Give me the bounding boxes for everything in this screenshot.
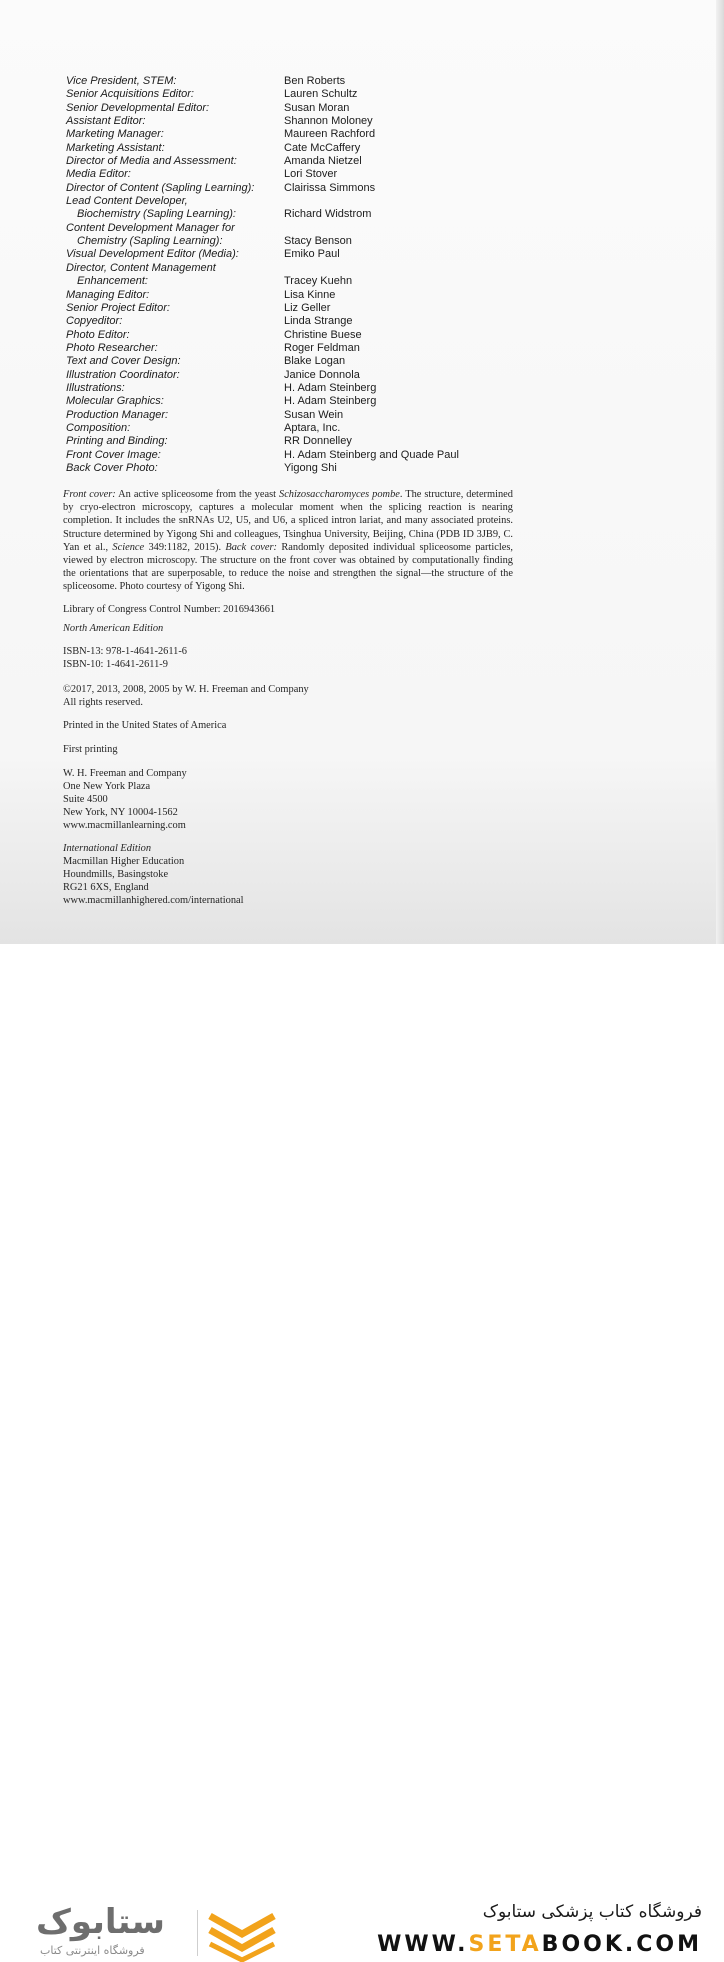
credit-row xyxy=(66,88,546,101)
credits-list xyxy=(66,75,546,475)
credit-role: Managing Editor: xyxy=(66,288,150,301)
url-part: WWW. xyxy=(377,1932,469,1957)
credit-role: Chemistry (Sapling Learning): xyxy=(77,235,223,248)
credit-role: Lead Content Developer, xyxy=(66,195,188,208)
credit-name: Lisa Kinne xyxy=(284,288,336,301)
credit-name: Roger Feldman xyxy=(284,341,360,354)
store-name: فروشگاه کتاب پزشکی ستابوک xyxy=(482,1902,702,1922)
credit-name: Richard Widstrom xyxy=(284,208,372,221)
credit-role: Media Editor: xyxy=(66,168,131,181)
credit-row xyxy=(66,409,546,422)
credit-row xyxy=(66,102,546,115)
credit-row xyxy=(66,449,546,462)
credit-role: Director of Content (Sapling Learning): xyxy=(66,181,255,194)
loc-number: Library of Congress Control Number: 2016943661 xyxy=(63,604,276,615)
credit-name: Linda Strange xyxy=(284,315,353,328)
watermark-footer xyxy=(0,944,724,1957)
credit-name: H. Adam Steinberg and Quade Paul xyxy=(284,448,459,461)
credit-name: H. Adam Steinberg xyxy=(284,395,377,408)
credit-row xyxy=(66,168,546,181)
credit-row xyxy=(66,208,546,221)
isbn-13: ISBN-13: 978-1-4641-2611-6 xyxy=(63,646,188,657)
credit-role: Enhancement: xyxy=(77,275,148,288)
credit-name: Cate McCaffery xyxy=(284,141,361,154)
address-line: Houndmills, Basingstoke xyxy=(63,869,169,880)
address-line: Macmillan Higher Education xyxy=(63,856,185,867)
credit-name: Liz Geller xyxy=(284,301,331,314)
credit-role: Visual Development Editor (Media): xyxy=(66,248,239,261)
credit-role: Senior Acquisitions Editor: xyxy=(66,88,194,101)
credit-row xyxy=(66,462,546,475)
isbn-10: ISBN-10: 1-4641-2611-9 xyxy=(63,659,168,670)
address-line: New York, NY 10004-1562 xyxy=(63,807,178,818)
seta-logo-subtitle: فروشگاه اینترنتی کتاب xyxy=(40,1944,145,1957)
credit-name: Maureen Rachford xyxy=(284,128,376,141)
credit-row xyxy=(66,142,546,155)
credit-row xyxy=(66,369,546,382)
credit-name: Janice Donnola xyxy=(284,368,360,381)
na-edition-heading: North American Edition xyxy=(63,623,164,634)
species-name: Schizosaccharomyces pombe xyxy=(279,489,400,500)
credit-name: Blake Logan xyxy=(284,355,346,368)
credit-role: Illustrations: xyxy=(66,381,125,394)
address-line: Suite 4500 xyxy=(63,794,108,805)
credit-row xyxy=(66,329,546,342)
credit-row xyxy=(66,302,546,315)
credit-row xyxy=(66,262,546,275)
logo-divider xyxy=(197,1910,198,1956)
credit-role: Director of Media and Assessment: xyxy=(66,155,237,168)
credit-name: Shannon Moloney xyxy=(284,115,373,128)
credit-role: Illustration Coordinator: xyxy=(66,368,180,381)
journal-name: Science xyxy=(112,541,145,553)
credit-role: Printing and Binding: xyxy=(66,435,168,448)
credit-name: Ben Roberts xyxy=(284,75,346,87)
caption-text: . The structure, determined by cryo-electron microscopy, captures a molecular moment when the splicing reaction is nearing completion. It includes the snRNAs U2, U5, and U6, a spliced intron lariat, and many associated proteins. Structure determined by Yigong Shi and colleagues, Tsinghua University, Beijing, China (PDB ID 3JB9, C. Yan et al., xyxy=(63,489,513,553)
credit-row xyxy=(66,235,546,248)
credit-role: Biochemistry (Sapling Learning): xyxy=(77,208,236,221)
credit-name: Emiko Paul xyxy=(284,248,340,261)
credit-role: Copyeditor: xyxy=(66,315,123,328)
credit-role: Vice President, STEM: xyxy=(66,75,177,87)
website-url: www.macmillanhighered.com/international xyxy=(63,895,244,906)
printing-line: First printing xyxy=(63,744,118,755)
page-edge-shadow xyxy=(716,0,724,944)
url-part: BOOK.COM xyxy=(541,1932,702,1957)
store-url xyxy=(377,1932,702,1957)
isbn-block xyxy=(63,645,187,671)
credit-name: Susan Moran xyxy=(284,101,350,114)
seta-logo-text: ستابوک xyxy=(36,1902,165,1942)
credit-name: Tracey Kuehn xyxy=(284,275,353,288)
credit-role: Composition: xyxy=(66,421,131,434)
credit-row xyxy=(66,395,546,408)
credit-name: Aptara, Inc. xyxy=(284,421,341,434)
copyright-block xyxy=(63,683,309,709)
credit-row xyxy=(66,115,546,128)
credit-name: Lauren Schultz xyxy=(284,88,358,101)
caption-text: An active spliceosome from the yeast xyxy=(115,489,279,500)
address-line: RG21 6XS, England xyxy=(63,882,149,893)
rights-line: All rights reserved. xyxy=(63,697,143,708)
website-url: www.macmillanlearning.com xyxy=(63,820,186,831)
credit-row xyxy=(66,195,546,208)
address-line: One New York Plaza xyxy=(63,781,151,792)
credit-name: Yigong Shi xyxy=(284,461,337,474)
credit-row xyxy=(66,342,546,355)
credit-row xyxy=(66,182,546,195)
url-highlight: SETA xyxy=(468,1932,542,1957)
credit-role: Director, Content Management xyxy=(66,261,216,274)
credit-name: Christine Buese xyxy=(284,328,362,341)
credit-row xyxy=(66,128,546,141)
credit-name: Amanda Nietzel xyxy=(284,155,362,168)
credit-row xyxy=(66,382,546,395)
address-line: W. H. Freeman and Company xyxy=(63,768,187,779)
credit-role: Production Manager: xyxy=(66,408,169,421)
book-page xyxy=(0,0,724,944)
credit-row xyxy=(66,355,546,368)
credit-name: Clairissa Simmons xyxy=(284,181,376,194)
credit-row xyxy=(66,222,546,235)
publisher-address xyxy=(63,767,187,832)
credit-name: RR Donnelley xyxy=(284,435,352,448)
credit-role: Photo Researcher: xyxy=(66,341,158,354)
credit-role: Front Cover Image: xyxy=(66,448,161,461)
copyright-line: ©2017, 2013, 2008, 2005 by W. H. Freeman and Company xyxy=(63,684,309,695)
intl-address xyxy=(63,855,244,907)
credit-role: Marketing Assistant: xyxy=(66,141,165,154)
chevron-logo-icon xyxy=(206,1906,278,1962)
credit-name: Stacy Benson xyxy=(284,235,352,248)
credit-role: Back Cover Photo: xyxy=(66,461,158,474)
credit-row xyxy=(66,248,546,261)
credit-role: Content Development Manager for xyxy=(66,221,235,234)
credit-row xyxy=(66,75,546,88)
credit-row xyxy=(66,315,546,328)
credit-row xyxy=(66,422,546,435)
caption-text: 349:1182, 2015). xyxy=(144,541,226,553)
credit-row xyxy=(66,275,546,288)
printed-in: Printed in the United States of America xyxy=(63,720,227,731)
credit-role: Photo Editor: xyxy=(66,328,130,341)
caption-text: Randomly deposited individual spliceosome particles, viewed by electron microscopy. The structure on the front cover was obtained by computationally finding the orientations that are superposable, to reduce the noise and strengthen the signal—the structure of the spliceosome. Photo courtesy of Yigong Shi. xyxy=(63,541,513,593)
credit-role: Marketing Manager: xyxy=(66,128,164,141)
intl-edition-heading: International Edition xyxy=(63,843,152,854)
credit-row xyxy=(66,435,546,448)
credit-name: Lori Stover xyxy=(284,168,338,181)
credit-name: H. Adam Steinberg xyxy=(284,381,377,394)
credit-role: Text and Cover Design: xyxy=(66,355,181,368)
credit-role: Assistant Editor: xyxy=(66,115,146,128)
back-cover-label: Back cover: xyxy=(225,541,278,553)
credit-role: Senior Project Editor: xyxy=(66,301,170,314)
front-cover-label: Front cover: xyxy=(63,489,116,500)
credit-name: Susan Wein xyxy=(284,408,344,421)
cover-caption xyxy=(63,488,513,594)
credit-role: Senior Developmental Editor: xyxy=(66,101,210,114)
credit-role: Molecular Graphics: xyxy=(66,395,164,408)
credit-row xyxy=(66,289,546,302)
credit-row xyxy=(66,155,546,168)
